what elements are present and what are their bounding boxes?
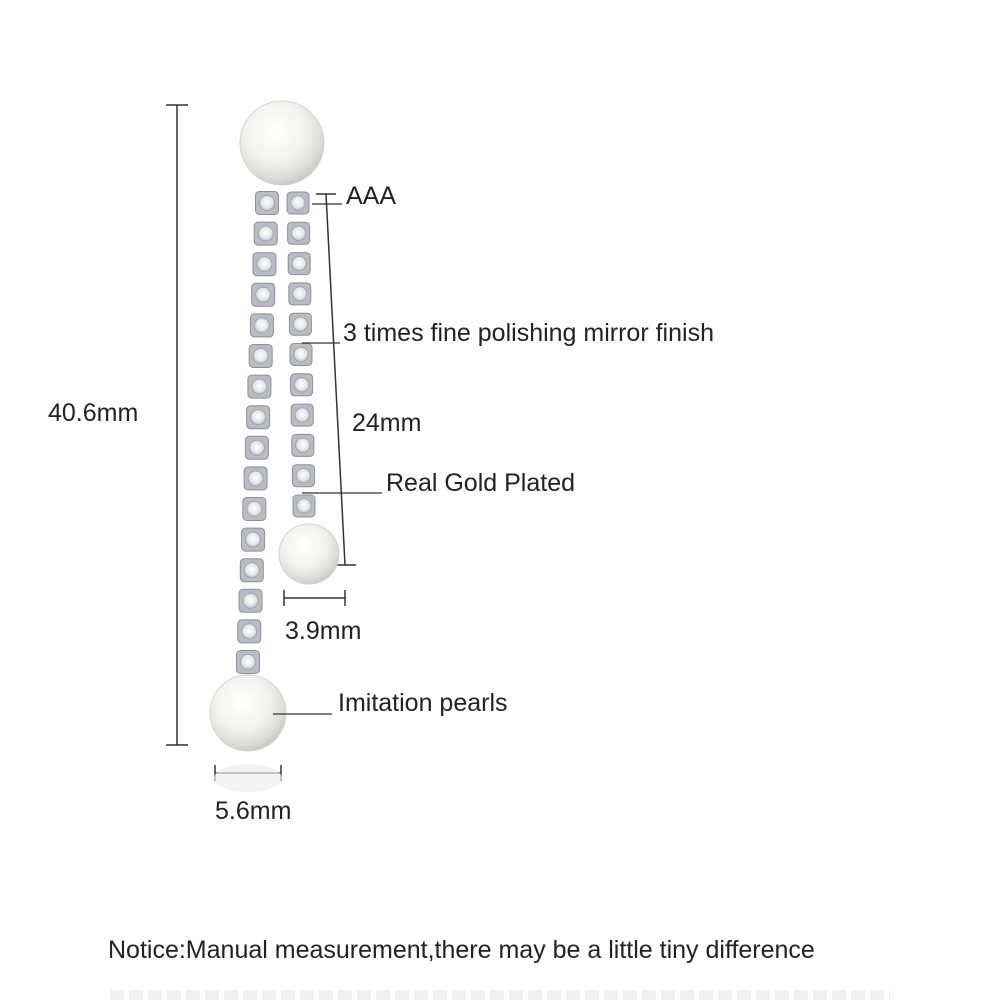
crystal-link xyxy=(252,283,275,306)
short-strand-length-label: 24mm xyxy=(352,409,422,437)
crystal-link xyxy=(253,253,276,276)
stud-pearl xyxy=(240,101,324,185)
crystal-link xyxy=(248,375,271,398)
crystal-link xyxy=(288,222,310,244)
crystal-link xyxy=(287,192,309,214)
pearls-callout: Imitation pearls xyxy=(338,689,508,717)
faded-text-row xyxy=(110,990,890,1000)
crystal-link xyxy=(254,222,277,245)
large-drop-pearl xyxy=(210,675,286,751)
crystal-link xyxy=(290,344,312,366)
short-strand-dimension-line xyxy=(316,194,356,565)
crystal-link xyxy=(291,404,313,426)
crystal-link xyxy=(256,192,279,215)
crystal-link xyxy=(250,314,273,337)
crystal-link xyxy=(289,313,311,335)
crystal-link xyxy=(245,436,268,459)
total-length-dimension-line xyxy=(166,105,188,745)
plating-callout: Real Gold Plated xyxy=(386,469,576,497)
grade-callout: AAA xyxy=(346,182,397,210)
crystal-link xyxy=(288,253,310,275)
crystal-strands xyxy=(237,192,316,674)
small-pearl-size-label: 3.9mm xyxy=(285,617,362,645)
crystal-link xyxy=(242,528,265,551)
crystal-link xyxy=(292,434,314,456)
crystal-link xyxy=(247,406,270,429)
pearl-reflection xyxy=(214,764,282,792)
small-pearl-width-dimension-line xyxy=(284,590,345,606)
crystal-link xyxy=(291,374,313,396)
crystal-link xyxy=(289,283,311,305)
measurement-notice: Notice:Manual measurement,there may be a little tiny difference xyxy=(108,936,815,964)
crystal-link xyxy=(243,498,266,521)
crystal-link xyxy=(293,495,315,517)
large-pearl-size-label: 5.6mm xyxy=(215,797,292,825)
total-length-label: 40.6mm xyxy=(48,399,139,427)
crystal-link xyxy=(292,465,314,487)
finish-callout: 3 times fine polishing mirror finish xyxy=(343,319,714,347)
crystal-link xyxy=(237,651,260,674)
crystal-link xyxy=(238,620,261,643)
crystal-link xyxy=(239,589,262,612)
small-drop-pearl xyxy=(279,524,339,584)
crystal-link xyxy=(244,467,267,490)
crystal-link xyxy=(249,345,272,368)
crystal-link xyxy=(240,559,263,582)
